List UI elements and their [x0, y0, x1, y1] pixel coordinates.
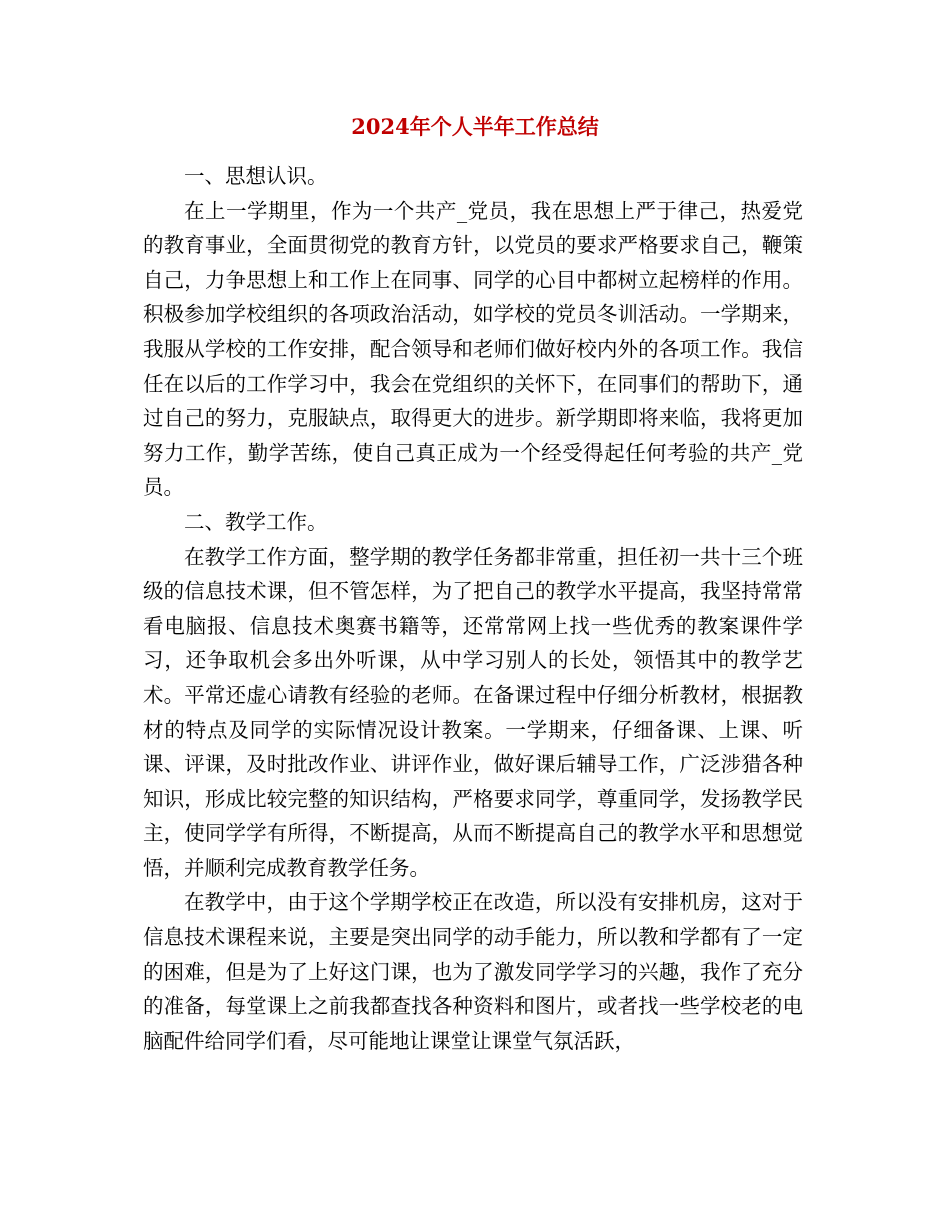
- section-heading-teaching: 二、教学工作。: [184, 509, 328, 534]
- document-body: [143, 159, 803, 1058]
- paragraph-teaching: 在教学工作方面，整学期的教学任务都非常重，担任初一共十三个班级的信息技术课，但不管怎样，为了把自己的教学水平提高，我坚持常常看电脑报、信息技术奥赛书籍等，还常常网上找一些优秀的教案课件学习，还争取机会多出外听课，从中学习别人的长处，领悟其中的教学艺术。平常还虚心请教有经验的老师。在备课过程中仔细分析教材，根据教材的特点及同学的实际情况设计教案。一学期来，仔细备课、上课、听课、评课，及时批改作业、讲评作业，做好课后辅导工作，广泛涉猎各种知识，形成比较完整的知识结构，严格要求同学，尊重同学，发扬教学民主，使同学学有所得，不断提高，从而不断提高自己的教学水平和思想觉悟，并顺利完成教育教学任务。: [143, 544, 803, 880]
- paragraph-thought: 在上一学期里，作为一个共产_党员，我在思想上严于律己，热爱党的教育事业，全面贯彻党的教育方针，以党员的要求严格要求自己，鞭策自己，力争思想上和工作上在同事、同学的心目中都树立起榜样的作用。积极参加学校组织的各项政治活动，如学校的党员冬训活动。一学期来，我服从学校的工作安排，配合领导和老师们做好校内外的各项工作。我信任在以后的工作学习中，我会在党组织的关怀下，在同事们的帮助下，通过自己的努力，克服缺点，取得更大的进步。新学期即将来临，我将更加努力工作，勤学苦练，使自己真正成为一个经受得起任何考验的共产_党员。: [143, 198, 803, 500]
- section-heading-thought: 一、思想认识。: [184, 164, 328, 188]
- document-title: 2024年个人半年工作总结: [351, 114, 599, 139]
- paragraph-teaching-classroom: 在教学中，由于这个学期学校正在改造，所以没有安排机房，这对于信息技术课程来说，主要是突出同学的动手能力，所以教和学都有了一定的困难，但是为了上好这门课，也为了激发同学学习的兴趣，我作了充分的准备，每堂课上之前我都查找各种资料和图片，或者找一些学校老的电脑配件给同学们看，尽可能地让课堂让课堂气氛活跃，: [143, 890, 803, 1053]
